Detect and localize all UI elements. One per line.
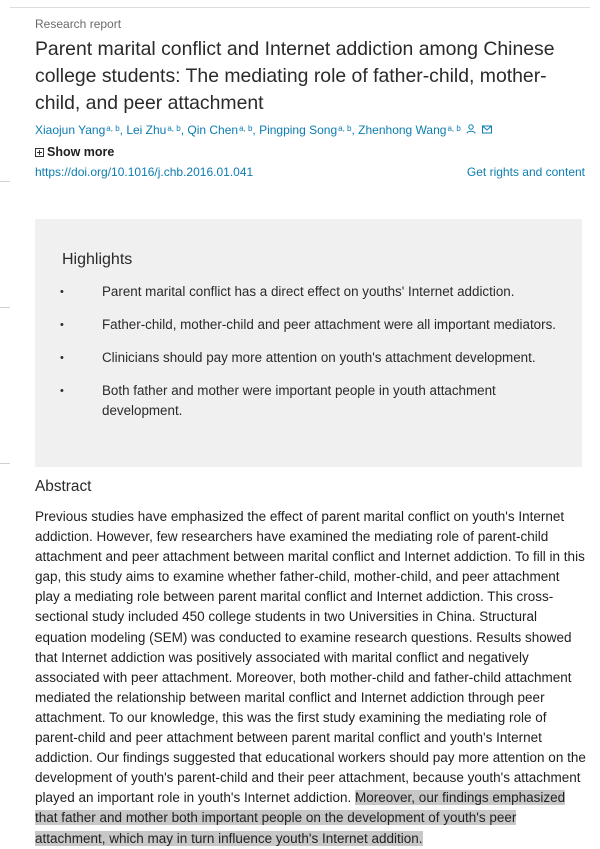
abstract-heading: Abstract: [35, 478, 92, 495]
author-link[interactable]: Xiaojun Yang$^{a, b}$: [35, 123, 120, 137]
author-link[interactable]: Qin Chen$^{a, b}$: [187, 123, 253, 137]
author-list: Xiaojun Yang$^{a, b}$, Lei Zhu$^{a, b}$, Qin Chen$^{a, b}$, Pingping Song$^{a, b}$, Zhenhong Wang$^{a, b}$: [35, 122, 585, 139]
author-link[interactable]: Pingping Song$^{a, b}$: [259, 123, 352, 137]
bullet-icon: •: [60, 385, 64, 397]
article-header: [35, 16, 585, 179]
show-more-button[interactable]: [35, 145, 585, 159]
person-icon[interactable]: [466, 122, 476, 139]
list-item: • Clinicians should pay more attention on youth's attachment development.: [60, 348, 560, 368]
highlights-box: [35, 219, 582, 467]
abstract-body: Previous studies have emphasized the effect of parent marital conflict on youth's Internet addiction. However, few researchers have examined the mediating role of parent-child attachment and peer attachment between marital conflict and Internet addiction. To fill in this gap, this study aims to examine whether father-child, mother-child, and peer attachment play a mediating role between parent marital conflict and Internet addiction. This cross-sectional study included 450 college students in two Universities in China. Structural equation modeling (SEM) was conducted to examine research questions. Results showed that Internet addiction was positively associated with marital conflict and negatively associated with peer attachment. Moreover, both mother-child and father-child attachment mediated the relationship between marital conflict and Internet addiction through peer attachment. To our knowledge, this was the first study examining the mediating role of parent-child and peer attachment between parent marital conflict and youth's Internet addiction. Our findings suggested that educational workers should pay more attention on the development of youth's parent-child and their peer attachment, because youth's attachment played an important role in youth's Internet addiction.: [35, 509, 586, 806]
list-item: • Father-child, mother-child and peer attachment were all important mediators.: [60, 315, 560, 335]
author-link[interactable]: Zhenhong Wang$^{a, b}$: [358, 123, 461, 137]
article-title: Parent marital conflict and Internet addiction among Chinese college students: The mediating role of father-child, mother-child, and peer attachment: [35, 38, 555, 114]
highlights-heading: Highlights: [62, 251, 133, 268]
doi-row: [35, 165, 585, 179]
envelope-icon[interactable]: [482, 122, 492, 139]
top-divider: [10, 7, 590, 8]
abstract-text: [35, 507, 587, 849]
list-item: • Parent marital conflict has a direct effect on youths' Internet addiction.: [60, 282, 560, 302]
left-edge-mark: [0, 463, 10, 464]
highlights-list: [60, 282, 560, 434]
selected-text: Moreover, our findings emphasized that father and mother both important people on the development of youth's peer attachment, which may in turn influence youth's Internet addition.: [35, 790, 566, 846]
rights-link[interactable]: Get rights and content: [466, 165, 585, 180]
bullet-icon: •: [60, 286, 64, 298]
bullet-icon: •: [60, 319, 64, 331]
doi-link[interactable]: https://doi.org/10.1016/j.chb.2016.01.041: [35, 165, 254, 180]
left-edge-mark: [0, 181, 10, 182]
left-edge-mark: [0, 307, 10, 308]
bullet-icon: •: [60, 352, 64, 364]
list-item: • Both father and mother were important people in youth attachment development.: [60, 381, 560, 421]
author-link[interactable]: Lei Zhu$^{a, b}$: [126, 123, 181, 137]
show-more-label: Show more: [47, 145, 115, 160]
plus-box-icon: [35, 148, 44, 157]
article-type-label: Research report: [35, 17, 122, 31]
